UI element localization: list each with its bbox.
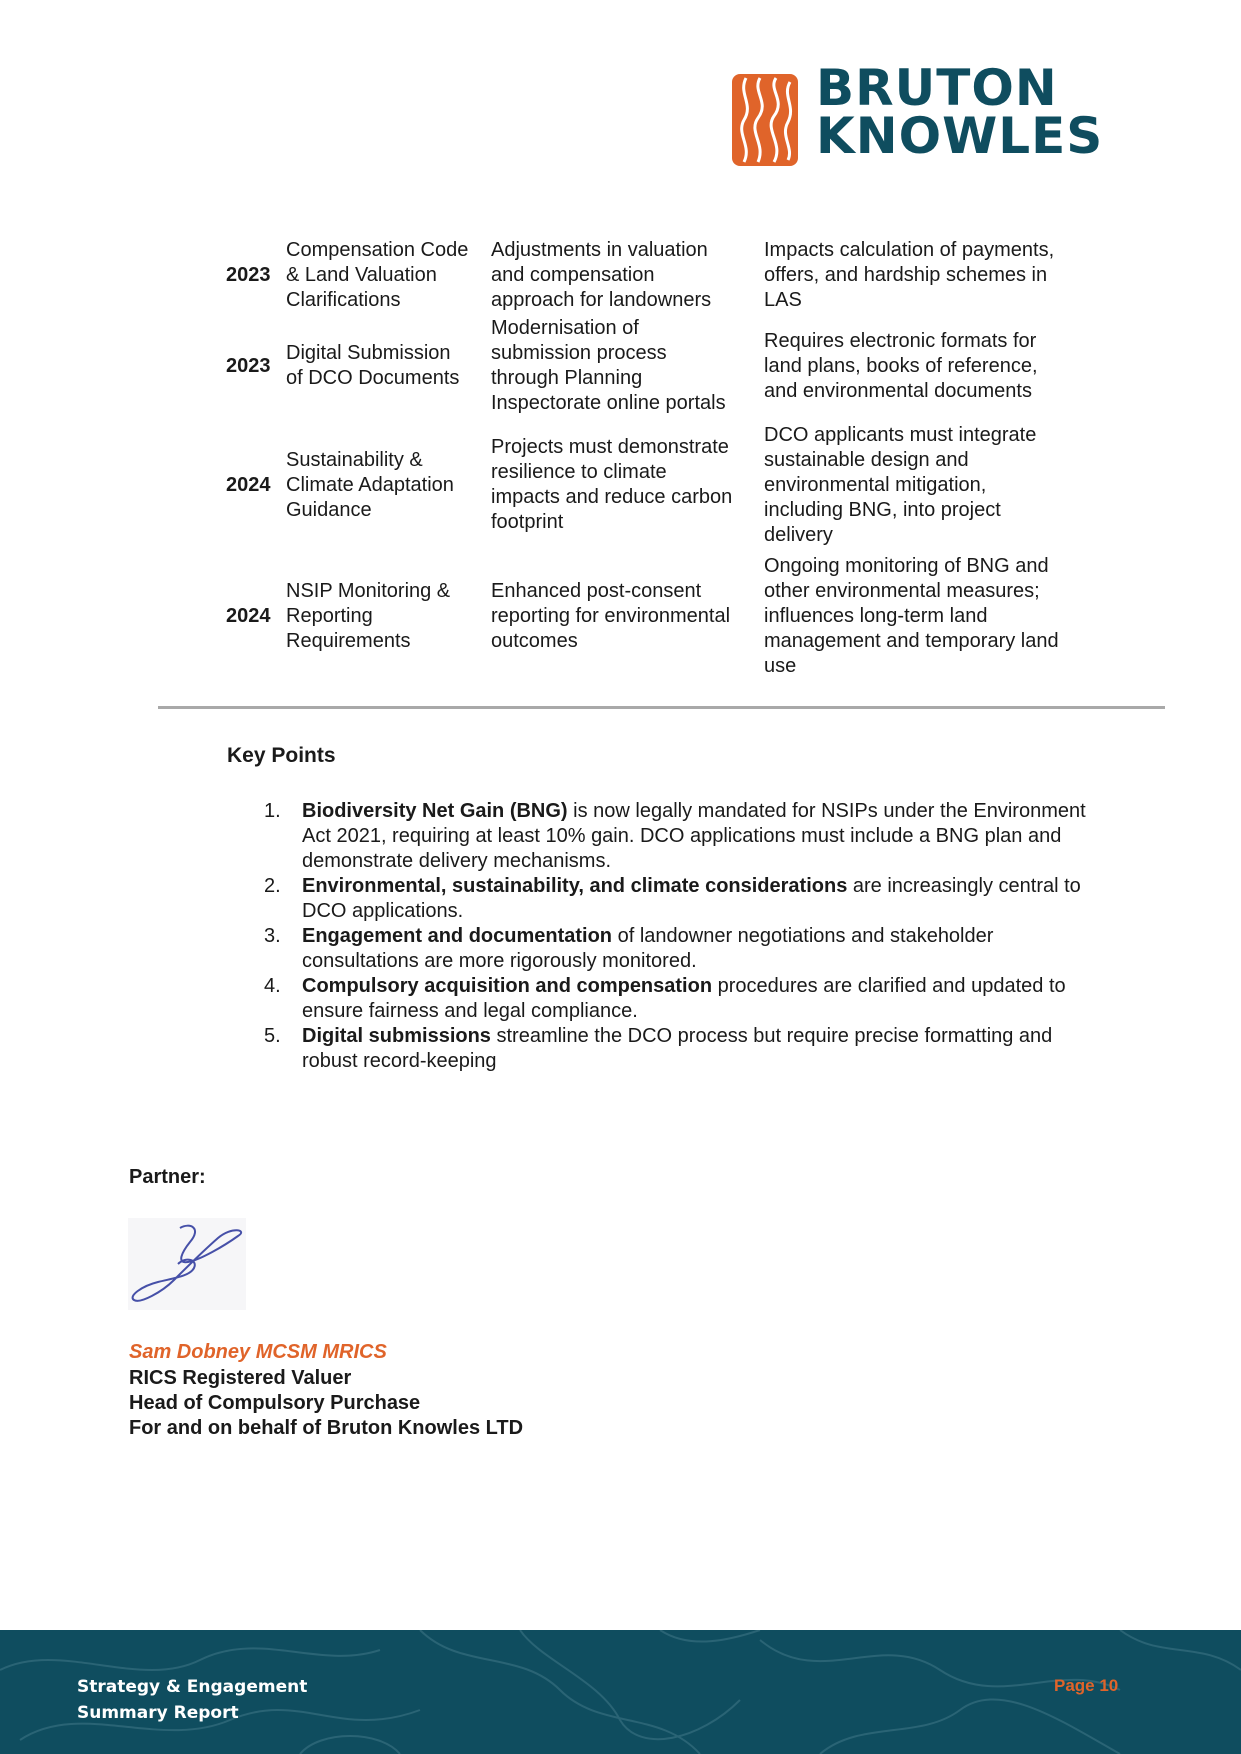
list-bold-text: Digital submissions: [302, 1025, 491, 1047]
signatory-name: Sam Dobney MCSM MRICS: [129, 1341, 387, 1363]
year-cell: 2024: [226, 604, 271, 627]
impact-cell: Impacts calculation of payments, offers, and hardship schemes in LAS: [764, 239, 1055, 311]
list-number: 3.: [264, 925, 281, 947]
list-item: [264, 1024, 1114, 1074]
key-points-heading: Key Points: [227, 744, 336, 767]
list-bold-text: Engagement and documentation: [302, 925, 613, 947]
list-text: [302, 974, 1092, 1024]
list-number: 1.: [264, 800, 281, 822]
company-logo: [732, 59, 1122, 168]
change-cell: Modernisation of submission process through Planning Inspectorate online portals: [491, 317, 726, 414]
logo-line-2: KNOWLES: [816, 107, 1104, 165]
title-cell: NSIP Monitoring & Reporting Requirements: [286, 579, 451, 652]
impact-cell: Ongoing monitoring of BNG and other environmental measures; influences long-term land management and temporary land use: [764, 554, 1059, 677]
list-text: [302, 924, 1092, 974]
list-item: [264, 924, 1114, 974]
page-footer: [0, 1630, 1241, 1754]
handwritten-signature: [128, 1218, 246, 1310]
signatory-role: Head of Compulsory Purchase: [129, 1392, 421, 1414]
list-item: [264, 874, 1114, 924]
table-row: [226, 313, 1096, 419]
logo-line-1: BRUTON: [816, 59, 1058, 117]
list-number: 2.: [264, 875, 281, 897]
title-cell: Compensation Code & Land Valuation Clarifications: [286, 239, 469, 311]
table-row: [226, 551, 1096, 681]
year-cell: 2024: [226, 473, 271, 496]
list-text: [302, 874, 1092, 924]
partner-label: Partner:: [129, 1166, 206, 1188]
change-cell: Enhanced post-consent reporting for environmental outcomes: [491, 579, 731, 652]
impact-cell: Requires electronic formats for land plans, books of reference, and environmental documents: [764, 329, 1038, 402]
section-divider: [158, 706, 1165, 709]
year-cell: 2023: [226, 264, 271, 286]
signatory-company: For and on behalf of Bruton Knowles LTD: [129, 1417, 524, 1439]
list-body-text: of landowner negotiations and stakeholder consultations are more rigorously monitored.: [302, 925, 994, 972]
key-points-list: [264, 799, 1114, 1074]
list-bold-text: Compulsory acquisition and compensation: [302, 975, 713, 997]
list-body-text: procedures are clarified and updated to ensure fairness and legal compliance.: [302, 975, 1066, 1022]
list-body-text: is now legally mandated for NSIPs under the Environment Act 2021, requiring at least 10% gain. DCO applications must include a BNG plan and demonstrate delivery mechanisms.: [302, 800, 1086, 872]
table-row: [226, 238, 1096, 313]
list-text: [302, 1024, 1092, 1074]
legislation-table: [226, 238, 1096, 681]
report-title: Strategy & Engagement Summary Report: [77, 1677, 308, 1723]
list-bold-text: Biodiversity Net Gain (BNG): [302, 800, 568, 822]
list-number: 4.: [264, 975, 281, 997]
title-cell: Sustainability & Climate Adaptation Guidance: [286, 448, 454, 521]
list-text: [302, 799, 1092, 874]
change-cell: Adjustments in valuation and compensation approach for landowners: [491, 239, 712, 311]
list-number: 5.: [264, 1025, 281, 1047]
list-body-text: are increasingly central to DCO applications.: [302, 875, 1081, 922]
list-bold-text: Environmental, sustainability, and climate considerations: [302, 875, 848, 897]
change-cell: Projects must demonstrate resilience to climate impacts and reduce carbon footprint: [491, 436, 733, 533]
year-cell: 2023: [226, 354, 271, 377]
signatory-credential: RICS Registered Valuer: [129, 1367, 352, 1389]
logo-wordmark: [816, 59, 1104, 165]
page-number: Page 10: [1054, 1676, 1119, 1695]
title-cell: Digital Submission of DCO Documents: [286, 342, 460, 389]
table-row: [226, 419, 1096, 551]
list-item: [264, 974, 1114, 1024]
impact-cell: DCO applicants must integrate sustainable design and environmental mitigation, including BNG, into project delivery: [764, 423, 1037, 546]
list-item: [264, 799, 1114, 874]
list-body-text: streamline the DCO process but require precise formatting and robust record-keeping: [302, 1025, 1053, 1072]
contour-logo-icon: [732, 74, 798, 166]
